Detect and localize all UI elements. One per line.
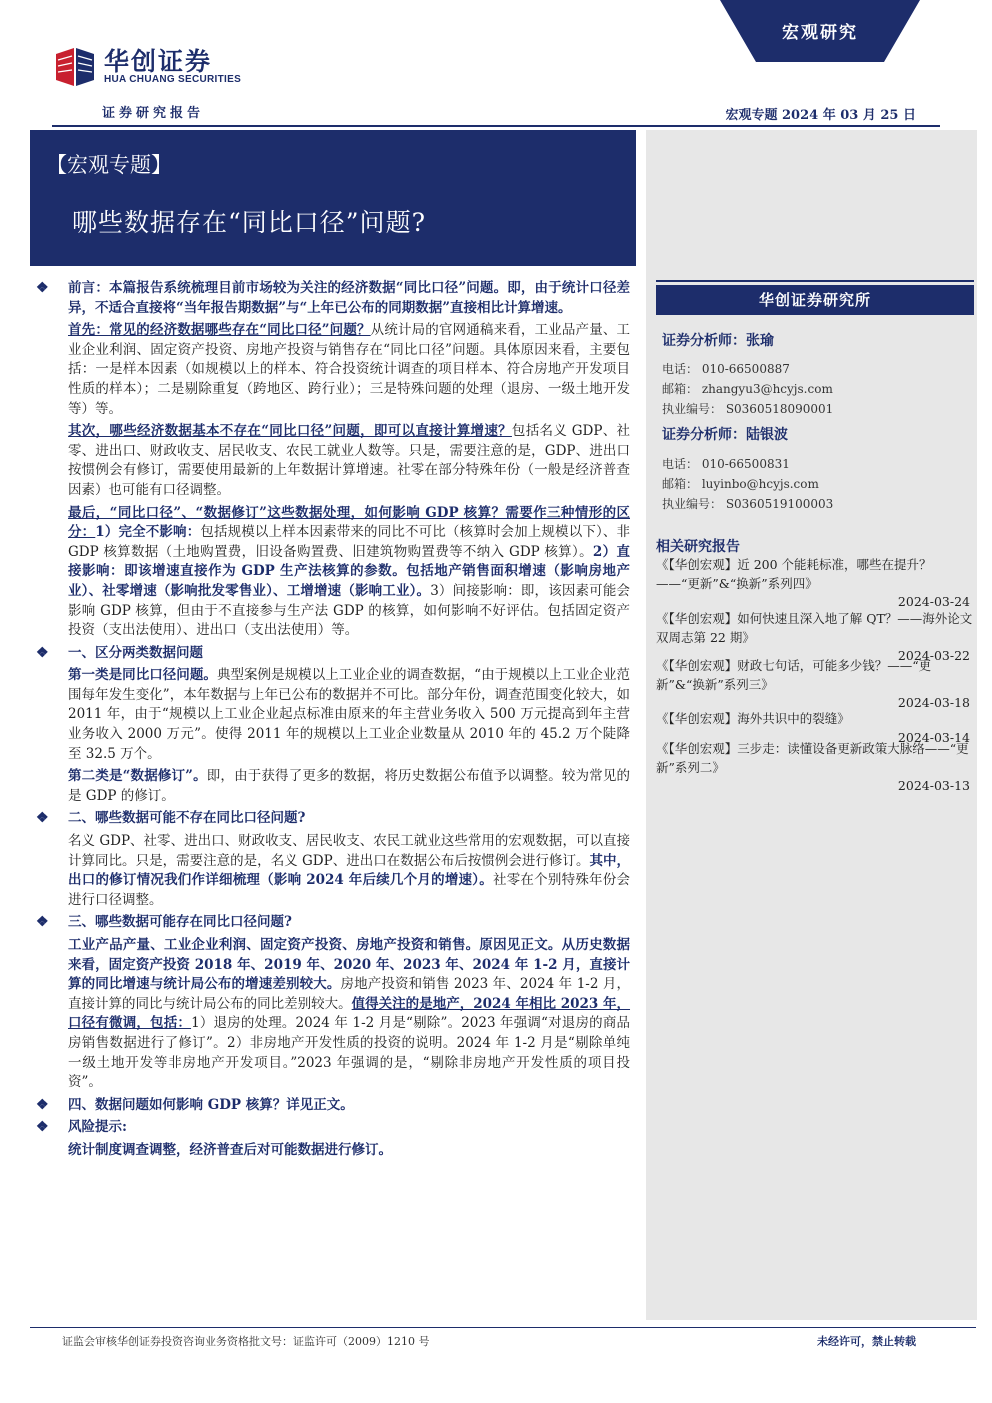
analyst-email[interactable]: 邮箱： zhangyu3@hcyjs.com	[662, 382, 833, 396]
risk-heading-text: 风险提示:	[68, 1119, 127, 1136]
section-1-paragraph-1	[36, 666, 630, 764]
header-divider	[52, 125, 940, 127]
summary-2-text: 包括名义 GDP、社零、进出口、财政收支、居民收支、农民工就业人数等。只是，需要注意的是，GDP、进出口按惯例会有修订，需要使用最新的上年数据计算增速。社零在部分特殊年份（一般是经济普查因素）也可能有口径调整。	[68, 423, 631, 498]
section-heading: 四、数据问题如何影响 GDP 核算？详见正文。	[68, 1096, 354, 1113]
section-1-heading	[36, 644, 630, 664]
section-heading: 三、哪些数据可能存在同比口径问题?	[68, 914, 292, 931]
risk-heading	[36, 1118, 630, 1138]
risk-text: 统计制度调查调整，经济普查后对可能数据进行修订。	[68, 1141, 392, 1158]
section-tab-label: 宏观研究	[782, 23, 858, 43]
report-category: 【宏观专题】	[46, 153, 172, 177]
company-name-cn: 华创证券	[104, 47, 213, 76]
summary-3-case-3: 3）间接影响：即，该因素可能会影响 GDP 核算，但由于不直接参与生产法 GDP 的核算，如何影响不好评估。包括固定资产投资（支出法使用）、进出口（支出法使用）等。	[68, 582, 630, 639]
related-report-title[interactable]: 《【华创宏观】海外共识中的裂缝》	[656, 711, 850, 726]
analyst-name: 证券分析师：陆银波	[662, 427, 788, 443]
summary-3-lead: 最后，“同比口径”、“数据修订”这些数据处理，如何影响 GDP 核算？需要作三种情形的区分：	[68, 504, 630, 541]
footer-license: 证监会审核华创证券投资咨询业务资格批文号：证监许可（2009）1210 号	[62, 1335, 430, 1348]
related-report-date: 2024-03-24	[897, 594, 970, 609]
section-2-tail: 社零在个别特殊年份会进行口径调整。	[68, 872, 630, 908]
related-report-date: 2024-03-22	[897, 648, 970, 663]
section-3-paragraph	[36, 936, 630, 1093]
report-body	[36, 279, 630, 1164]
related-report-title[interactable]: 《【华创宏观】如何快速且深入地了解 QT？——海外论文双周志第 22 期》	[656, 611, 973, 645]
related-report-date: 2024-03-13	[897, 778, 970, 793]
summary-3-case-1-text: 包括规模以上样本因素带来的同比不可比（核算时会加上规模以下）、非 GDP 核算数据（土地购置费，旧设备购置费、旧建筑物购置费等不纳入 GDP 核算）。	[68, 524, 631, 560]
section-heading: 一、区分两类数据问题	[68, 644, 203, 661]
section-2-heading	[36, 809, 630, 829]
institute-name: 华创证券研究所	[656, 285, 974, 315]
related-report-item[interactable]	[656, 657, 974, 713]
footer-notice: 未经许可，禁止转载	[817, 1335, 916, 1348]
summary-3-case-2: 2）直接影响：即该增速直接作为 GDP 生产法核算的参数。包括地产销售面积增速（影响房地产业）、社零增速（影响批发零售业）、工增增速（影响工业）。	[68, 543, 630, 599]
diamond-bullet-icon: ❖	[36, 1096, 49, 1113]
diamond-bullet-icon: ❖	[36, 644, 49, 661]
company-name-en: HUA CHUANG SECURITIES	[104, 74, 242, 85]
analyst-name: 证券分析师：张瑜	[662, 333, 774, 349]
related-report-title[interactable]: 《【华创宏观】三步走：读懂设备更新政策大脉络——“更新”系列二》	[656, 741, 969, 775]
related-report-item[interactable]	[656, 556, 974, 612]
section-2-emphasis: 其中，出口的修订情况我们作详细梳理（影响 2024 年后续几个月的增速）。	[68, 852, 631, 889]
analyst-phone: 电话： 010-66500831	[662, 457, 790, 471]
report-date: 宏观专题 2024 年 03 月 25 日	[725, 108, 916, 123]
summary-2-lead: 其次，哪些经济数据基本不存在“同比口径”问题，即可以直接计算增速？	[68, 423, 512, 440]
analyst-phone: 电话： 010-66500887	[662, 362, 790, 376]
diamond-bullet-icon: ❖	[36, 280, 49, 296]
section-2-text: 名义 GDP、社零、进出口、财政收支、居民收支、农民工就业这些常用的宏观数据，可以直接计算同比。只是，需要注意的是，名义 GDP、进出口在数据公布后按惯例会进行修订。	[68, 833, 630, 869]
related-report-title[interactable]: 《【华创宏观】近 200 个能耗标准，哪些在提升？——“更新”&“换新”系列四》	[656, 557, 932, 591]
section-3-emphasis: 工业产品产量、工业企业利润、固定资产投资、房地产投资和销售。原因见正文。从历史数据来看，固定资产投资 2018 年、2019 年、2020 年、2023 年、2024 年 1-2 月，直接计算的同比增速与统计局公布的增速差别较大。	[68, 937, 630, 993]
section-4-heading	[36, 1096, 630, 1116]
analyst-license: 执业编号： S0360519100003	[662, 497, 834, 511]
summary-1-lead: 首先：常见的经济数据哪些存在“同比口径”问题？	[68, 322, 371, 339]
preface-text: 前言：本篇报告系统梳理目前市场较为关注的经济数据“同比口径”问题。即，由于统计口径差异，不适合直接将“当年报告期数据”与“上年已公布的同期数据”直接相比计算增速。	[68, 280, 630, 316]
section-1-p1-lead: 第一类是同比口径问题。	[68, 667, 217, 684]
related-report-date: 2024-03-18	[897, 695, 970, 710]
section-3-text: 房地产投资和销售 2023 年、2024 年 1-2 月，直接计算的同比与统计局公布的同比差别较大。	[68, 976, 630, 1012]
section-3-heading	[36, 913, 630, 933]
summary-paragraph-3	[36, 504, 630, 641]
report-title: 哪些数据存在“同比口径”问题?	[72, 208, 426, 237]
diamond-bullet-icon: ❖	[36, 914, 49, 931]
summary-paragraph-1	[36, 321, 630, 419]
analyst-license: 执业编号： S0360518090001	[662, 402, 834, 416]
related-report-date: 2024-03-14	[897, 729, 970, 745]
footer-divider	[30, 1327, 976, 1328]
section-heading: 二、哪些数据可能不存在同比口径问题?	[68, 810, 306, 827]
section-1-p2-lead: 第二类是“数据修订”。	[68, 768, 207, 785]
summary-paragraph-2	[36, 422, 630, 500]
summary-3-case-1-label: 1）完全不影响：	[95, 524, 201, 541]
section-1-p1-text: 典型案例是规模以上工业企业的调查数据，“由于规模以上工业企业范围每年发生变化”，本年数据与上年已公布的数据并不可比。部分年份，调查范围变化较大，如 2011 年，由于“规模以上工业企业起点标准由原来的年主营业务收入 500 万元提高到年主营业务收入 2000 万元”。使得 2011 年的规模以上工业企业数量从 2010 年的 45.2 万个陡降至 32.5 万个。	[68, 667, 631, 762]
section-3-tail: 1）退房的处理。2024 年 1-2 月是“剔除”。2023 年强调“对退房的商品房销售数据进行了修订”。2）非房地产开发性质的投资的说明。2024 年 1-2 月是“剔除单纯一级土地开发等非房地产开发项目。”2023 年强调的是，“剔除非房地产开发性质的项目投资”。	[68, 1015, 630, 1091]
related-report-title[interactable]: 《【华创宏观】财政七句话，可能多少钱？——“更新”&“换新”系列三》	[656, 658, 932, 692]
report-type: 证券研究报告	[102, 106, 205, 121]
diamond-bullet-icon: ❖	[36, 1119, 49, 1136]
preface-paragraph	[36, 279, 630, 318]
related-reports-heading: 相关研究报告	[656, 539, 740, 555]
company-logo-icon	[52, 44, 96, 90]
section-1-p2-text: 即，由于获得了更多的数据，将历史数据公布值予以调整。较为常见的是 GDP 的修订。	[68, 768, 630, 804]
risk-paragraph	[36, 1141, 630, 1161]
section-2-paragraph	[36, 832, 630, 910]
institute-divider	[656, 280, 974, 282]
section-3-emphasis-2: 值得关注的是地产，2024 年相比 2023 年，口径有微调，包括：	[68, 995, 631, 1032]
diamond-bullet-icon: ❖	[36, 810, 49, 827]
related-report-item[interactable]	[656, 740, 974, 796]
analyst-email[interactable]: 邮箱： luyinbo@hcyjs.com	[662, 477, 819, 491]
summary-1-text: 从统计局的官网通稿来看，工业品产量、工业企业利润、固定资产投资、房地产投资与销售存在“同比口径”问题。具体原因来看，主要包括：一是样本因素（如规模以上的样本、符合投资统计调查的项目样本、符合房地产开发项目性质的样本）；二是剔除重复（跨地区、跨行业）；三是特殊问题的处理（退房、一级土地开发等）等。	[68, 322, 631, 417]
section-1-paragraph-2	[36, 767, 630, 806]
